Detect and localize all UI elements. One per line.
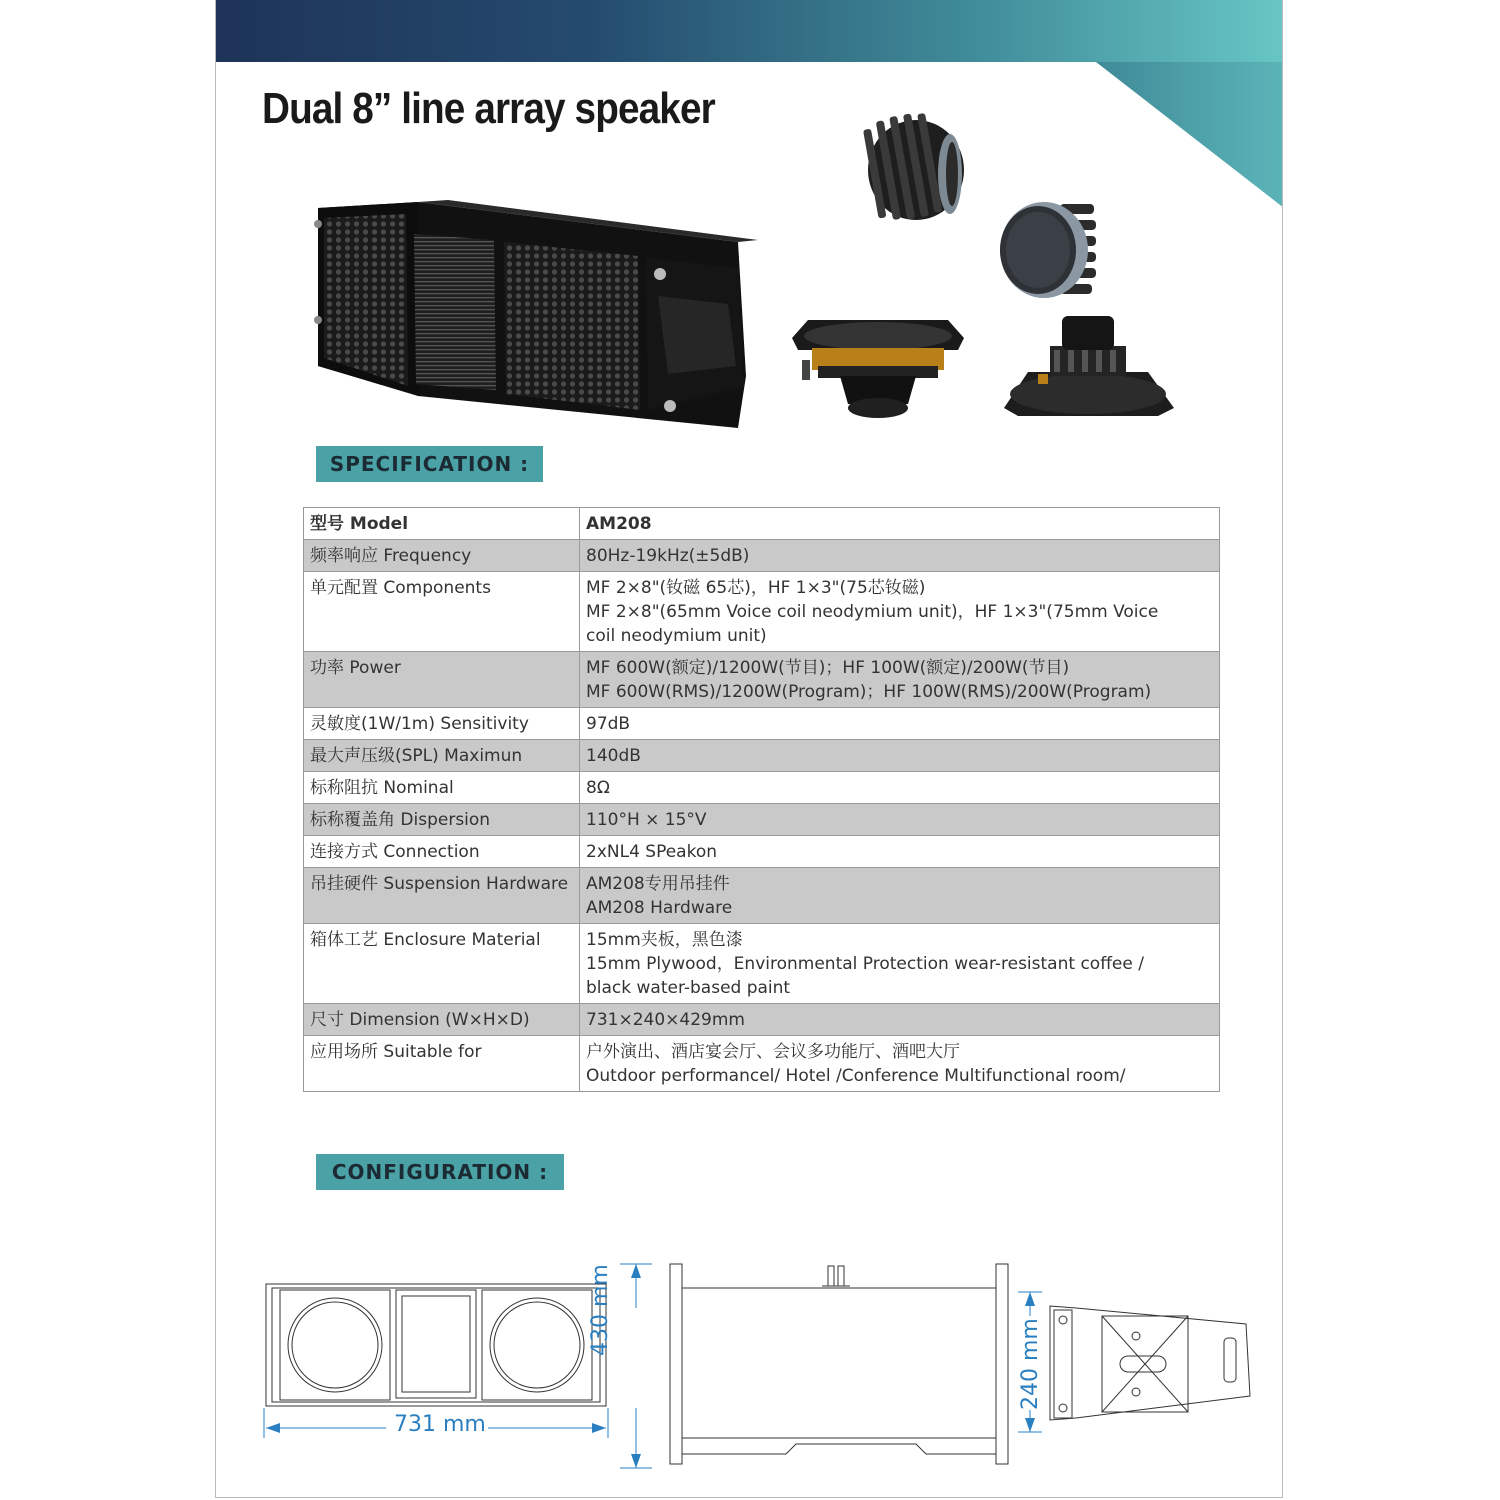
compression-driver-image — [856, 108, 968, 226]
specification-table — [303, 507, 1220, 1092]
spec-value — [580, 836, 1220, 868]
spec-value — [580, 924, 1220, 1004]
header-band — [216, 0, 1283, 62]
table-row — [304, 772, 1220, 804]
spec-value-line: black water-based paint — [586, 978, 791, 998]
spec-value-line: coil neodymium unit) — [586, 626, 767, 646]
spec-value-line: 140dB — [586, 746, 641, 766]
spec-value — [580, 540, 1220, 572]
spec-value-line: MF 600W(RMS)/1200W(Program)；HF 100W(RMS)/200W(Program) — [586, 682, 1152, 702]
corner-decoration — [1096, 62, 1283, 208]
spec-key: 频率响应 Frequency — [304, 540, 580, 572]
spec-value-line: MF 600W(额定)/1200W(节目)；HF 100W(额定)/200W(节目) — [586, 658, 1070, 678]
specification-label: SPECIFICATION : — [316, 446, 543, 482]
spec-key: 标称阻抗 Nominal — [304, 772, 580, 804]
spec-key: 型号 Model — [304, 508, 580, 540]
spec-key: 箱体工艺 Enclosure Material — [304, 924, 580, 1004]
configuration-label: CONFIGURATION : — [316, 1154, 564, 1190]
table-row — [304, 924, 1220, 1004]
height-dimension-label: 240 mm — [1018, 1318, 1043, 1410]
speaker-cabinet-image — [298, 196, 768, 436]
depth-dimension-label: 430 mm — [588, 1264, 613, 1356]
table-row — [304, 836, 1220, 868]
spec-key: 标称覆盖角 Dispersion — [304, 804, 580, 836]
table-row — [304, 1036, 1220, 1092]
spec-key: 吊挂硬件 Suspension Hardware — [304, 868, 580, 924]
table-row — [304, 652, 1220, 708]
table-row — [304, 572, 1220, 652]
spec-value-line: 80Hz-19kHz(±5dB) — [586, 546, 750, 566]
table-row — [304, 508, 1220, 540]
table-row — [304, 1004, 1220, 1036]
spec-key: 尺寸 Dimension (W×H×D) — [304, 1004, 580, 1036]
spec-value-line: 110°H × 15°V — [586, 810, 707, 830]
spec-value — [580, 740, 1220, 772]
spec-value-line: 8Ω — [586, 778, 610, 798]
spec-value — [580, 772, 1220, 804]
spec-value — [580, 1004, 1220, 1036]
spec-key: 连接方式 Connection — [304, 836, 580, 868]
rear-view-drawing — [1016, 1286, 1256, 1446]
side-view-drawing — [616, 1258, 1036, 1478]
spec-key: 单元配置 Components — [304, 572, 580, 652]
spec-value — [580, 868, 1220, 924]
spec-value-line: 731×240×429mm — [586, 1010, 745, 1030]
spec-value — [580, 572, 1220, 652]
table-row — [304, 804, 1220, 836]
woofer-back-image — [998, 312, 1178, 422]
woofer-front-image — [788, 316, 968, 420]
table-row — [304, 740, 1220, 772]
product-sheet — [215, 0, 1283, 1498]
table-row — [304, 708, 1220, 740]
spec-value-line: 97dB — [586, 714, 631, 734]
tweeter-driver-image — [992, 196, 1098, 308]
width-dimension-label: 731 mm — [394, 1412, 486, 1437]
spec-value-line: 15mm夹板，黑色漆 — [586, 930, 743, 950]
spec-value-line: MF 2×8"(钕磁 65芯)，HF 1×3"(75芯钕磁) — [586, 578, 926, 598]
spec-key: 灵敏度(1W/1m) Sensitivity — [304, 708, 580, 740]
spec-value — [580, 652, 1220, 708]
spec-value-line: AM208专用吊挂件 — [586, 874, 730, 894]
spec-value-line: 15mm Plywood，Environmental Protection wear-resistant coffee / — [586, 954, 1144, 974]
table-row — [304, 868, 1220, 924]
spec-value-line: AM208 — [586, 514, 652, 534]
spec-value-line: AM208 Hardware — [586, 898, 733, 918]
spec-value — [580, 708, 1220, 740]
spec-value-line: 户外演出、酒店宴会厅、会议多功能厅、酒吧大厅 — [586, 1042, 960, 1062]
spec-value-line: MF 2×8"(65mm Voice coil neodymium unit)，HF 1×3"(75mm Voice — [586, 602, 1159, 622]
spec-value — [580, 1036, 1220, 1092]
spec-value — [580, 508, 1220, 540]
page-title: Dual 8” line array speaker — [262, 84, 715, 133]
spec-value — [580, 804, 1220, 836]
table-row — [304, 540, 1220, 572]
spec-key: 功率 Power — [304, 652, 580, 708]
spec-key: 最大声压级(SPL) Maximun — [304, 740, 580, 772]
spec-value-line: Outdoor performancel/ Hotel /Conference Multifunctional room/ — [586, 1066, 1126, 1086]
spec-key: 应用场所 Suitable for — [304, 1036, 580, 1092]
spec-value-line: 2xNL4 SPeakon — [586, 842, 718, 862]
